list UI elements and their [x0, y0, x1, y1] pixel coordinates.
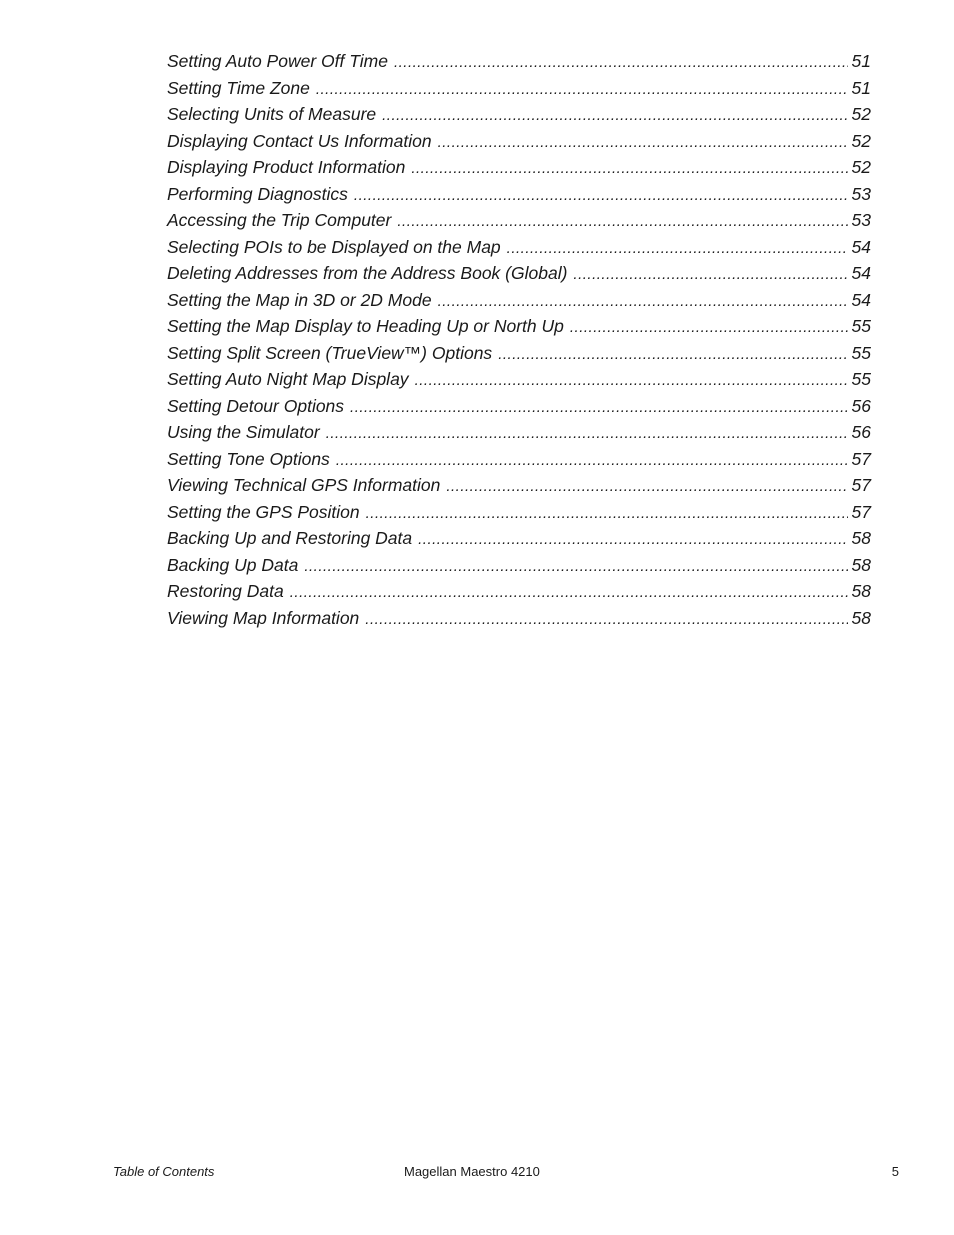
toc-leader-dots	[570, 315, 848, 342]
toc-leader-dots	[438, 289, 848, 316]
toc-entry-page: 58	[851, 607, 871, 628]
toc-leader-dots	[498, 342, 847, 369]
toc-leader-dots	[365, 607, 847, 634]
toc-entry-title: Setting the Map Display to Heading Up or North Up	[167, 316, 564, 336]
toc-entry-page: 52	[851, 157, 871, 177]
toc-entry[interactable]	[167, 578, 871, 605]
toc-entry[interactable]	[167, 366, 871, 393]
toc-entry-title: Performing Diagnostics	[167, 183, 348, 204]
toc-leader-dots	[316, 77, 848, 104]
toc-entry-page: 57	[851, 448, 871, 469]
toc-entry-page: 55	[851, 369, 871, 389]
toc-entry[interactable]	[167, 181, 871, 208]
toc-entry[interactable]	[167, 313, 871, 340]
toc-entry[interactable]	[167, 499, 871, 526]
toc-leader-dots	[366, 501, 848, 528]
toc-leader-dots	[304, 554, 847, 581]
toc-entry-title: Setting Auto Night Map Display	[167, 369, 409, 389]
toc-entry[interactable]	[167, 393, 871, 420]
toc-leader-dots	[326, 421, 848, 448]
toc-entry-page: 54	[851, 289, 871, 310]
toc-leader-dots	[394, 50, 848, 77]
toc-entry[interactable]	[167, 260, 871, 287]
toc-entry[interactable]	[167, 101, 871, 128]
toc-entry[interactable]	[167, 605, 871, 632]
toc-entry-page: 53	[851, 210, 871, 230]
toc-entry-title: Restoring Data	[167, 581, 284, 601]
toc-entry-page: 51	[851, 77, 871, 98]
toc-entry-page: 56	[851, 422, 871, 442]
toc-entry[interactable]	[167, 154, 871, 181]
toc-entry-title: Selecting Units of Measure	[167, 104, 377, 124]
toc-entry-page: 58	[851, 581, 871, 601]
toc-entry[interactable]	[167, 287, 871, 314]
toc-leader-dots	[573, 262, 847, 289]
toc-leader-dots	[382, 103, 847, 130]
toc-entry-page: 56	[851, 395, 871, 416]
toc-entry[interactable]	[167, 128, 871, 155]
toc-entry-page: 54	[851, 236, 871, 257]
footer-section-name: Table of Contents	[113, 1164, 215, 1179]
toc-leader-dots	[354, 183, 848, 210]
toc-leader-dots	[438, 130, 848, 157]
toc-entry-title: Setting Auto Power Off Time	[167, 51, 388, 71]
toc-entry[interactable]	[167, 525, 871, 552]
toc-leader-dots	[336, 448, 848, 475]
toc-entry-title: Deleting Addresses from the Address Book (Global)	[167, 263, 568, 283]
toc-entry-title: Displaying Product Information	[167, 157, 406, 177]
toc-leader-dots	[350, 395, 847, 422]
toc-entry-page: 55	[851, 342, 871, 363]
toc-entry[interactable]	[167, 472, 871, 499]
toc-leader-dots	[397, 209, 847, 236]
toc-entry-page: 57	[851, 501, 871, 522]
toc-entry[interactable]	[167, 48, 871, 75]
toc-entry[interactable]	[167, 207, 871, 234]
page-footer	[113, 1163, 899, 1181]
toc-entry-page: 57	[851, 475, 871, 495]
toc-entry-title: Setting Split Screen (TrueView™) Options	[167, 342, 493, 363]
toc-entry[interactable]	[167, 234, 871, 261]
toc-entry[interactable]	[167, 446, 871, 473]
toc-entry-title: Viewing Map Information	[167, 607, 360, 628]
table-of-contents	[167, 48, 871, 631]
toc-entry-title: Setting the GPS Position	[167, 501, 360, 522]
toc-entry-title: Selecting POIs to be Displayed on the Map	[167, 236, 501, 257]
toc-leader-dots	[418, 527, 847, 554]
toc-entry-title: Backing Up and Restoring Data	[167, 528, 413, 548]
toc-entry-page: 58	[851, 554, 871, 575]
toc-leader-dots	[446, 474, 847, 501]
toc-entry-page: 54	[851, 263, 871, 283]
footer-page-number: 5	[891, 1164, 899, 1179]
toc-leader-dots	[507, 236, 848, 263]
toc-entry-page: 53	[851, 183, 871, 204]
toc-entry[interactable]	[167, 419, 871, 446]
toc-entry-page: 58	[851, 528, 871, 548]
toc-entry[interactable]	[167, 340, 871, 367]
toc-entry-title: Displaying Contact Us Information	[167, 130, 432, 151]
toc-entry[interactable]	[167, 75, 871, 102]
toc-entry-title: Viewing Technical GPS Information	[167, 475, 441, 495]
footer-product-name: Magellan Maestro 4210	[404, 1164, 540, 1179]
toc-entry-title: Backing Up Data	[167, 554, 299, 575]
toc-entry-title: Accessing the Trip Computer	[167, 210, 392, 230]
toc-entry-title: Setting Time Zone	[167, 77, 310, 98]
toc-leader-dots	[290, 580, 848, 607]
toc-entry-title: Setting Detour Options	[167, 395, 345, 416]
toc-entry[interactable]	[167, 552, 871, 579]
toc-leader-dots	[411, 156, 847, 183]
toc-entry-title: Using the Simulator	[167, 422, 320, 442]
toc-entry-title: Setting the Map in 3D or 2D Mode	[167, 289, 432, 310]
toc-entry-page: 52	[851, 130, 871, 151]
toc-leader-dots	[415, 368, 848, 395]
toc-entry-title: Setting Tone Options	[167, 448, 330, 469]
toc-entry-page: 52	[851, 104, 871, 124]
toc-entry-page: 55	[851, 316, 871, 336]
toc-entry-page: 51	[851, 51, 871, 71]
